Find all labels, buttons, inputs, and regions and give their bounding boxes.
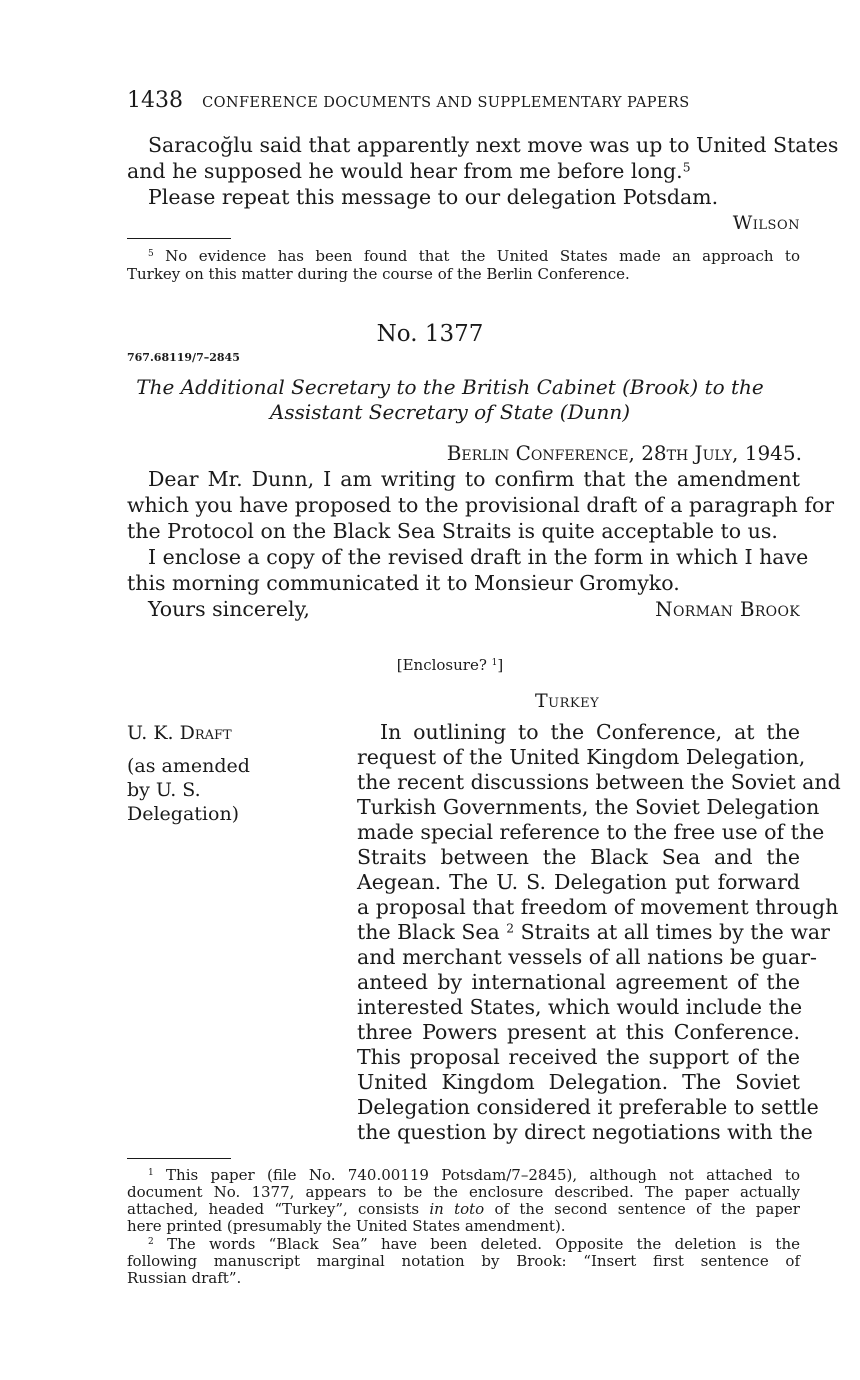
footnote-1-line-1: $^1$ This paper (file No. 740.00119 Potsdam/7–2845), although not attached to: [148, 1166, 800, 1184]
footnote-rule-top: [127, 238, 231, 239]
footnote-2-line-3: Russian draft”.: [127, 1269, 242, 1287]
enclosure-line: made special reference to the free use of the: [357, 820, 825, 844]
enclosure-line: Turkish Governments, the Soviet Delegation: [357, 795, 820, 819]
margin-note-line-1: (as amended: [127, 755, 250, 777]
letter-closing: Yours sincerely,: [148, 597, 310, 621]
enclosure-line: the question by direct negotiations with the: [357, 1120, 813, 1144]
letter-line-3: the Protocol on the Black Sea Straits is quite acceptable to us.: [127, 519, 778, 543]
prev-doc-line-2: and he supposed he would hear from me before long.$^5$: [127, 159, 691, 183]
letter-line-2: which you have proposed to the provisional draft of a paragraph for: [127, 493, 835, 517]
footnote-2-line-2: following manuscript marginal notation by Brook: “Insert first sentence of: [127, 1252, 800, 1270]
prev-doc-line-1: Saracoğlu said that apparently next move was up to United States: [148, 133, 839, 157]
enclosure-line: the recent discussions between the Soviet and: [357, 770, 841, 794]
prev-doc-line-3: Please repeat this message to our delegation Potsdam.: [148, 185, 719, 209]
footnote-5-line-1: $^5$ No evidence has been found that the United States made an approach to: [148, 247, 800, 265]
letter-signature: Norman Brook: [655, 597, 800, 621]
enclosure-heading: Turkey: [535, 690, 600, 712]
enclosure-label: [Enclosure? $^1$]: [396, 656, 504, 674]
footnote-1-line-2: document No. 1377, appears to be the enclosure described. The paper actually: [127, 1183, 800, 1201]
enclosure-line: United Kingdom Delegation. The Soviet: [357, 1070, 800, 1094]
enclosure-line: three Powers present at this Conference.: [357, 1020, 800, 1044]
document-title-line-2: Assistant Secretary of State (Dunn): [269, 400, 631, 424]
footnote-1-line-4: here printed (presumably the United States amendment).: [127, 1217, 566, 1235]
prev-doc-signature: Wilson: [732, 212, 800, 234]
running-title: CONFERENCE DOCUMENTS AND SUPPLEMENTARY PAPERS: [202, 95, 690, 111]
enclosure-line: Delegation considered it preferable to settle: [357, 1095, 819, 1119]
dateline: Berlin Conference, 28th July, 1945.: [446, 441, 802, 465]
file-reference: 767.68119/7–2845: [127, 351, 240, 364]
enclosure-line: anteed by international agreement of the: [357, 970, 800, 994]
enclosure-line: and merchant vessels of all nations be guar-: [357, 945, 817, 969]
footnote-2-line-1: $^2$ The words “Black Sea” have been deleted. Opposite the deletion is the: [148, 1235, 800, 1253]
footnote-ref-2: 2: [506, 921, 515, 936]
enclosure-line: This proposal received the support of the: [357, 1045, 800, 1069]
page-header: [127, 88, 807, 113]
margin-note-line-2: by U. S.: [127, 779, 201, 801]
enclosure-line: Straits between the Black Sea and the: [357, 845, 800, 869]
margin-label: U. K. Draft: [127, 722, 232, 744]
letter-line-4: I enclose a copy of the revised draft in the form in which I have: [148, 545, 809, 569]
enclosure-line: the Black Sea $^2$ Straits at all times by the war: [357, 920, 830, 944]
letter-line-1: Dear Mr. Dunn, I am writing to confirm that the amendment: [148, 467, 800, 491]
document-number: No. 1377: [376, 321, 484, 347]
enclosure-line: In outlining to the Conference, at the: [380, 720, 800, 744]
enclosure-line: request of the United Kingdom Delegation,: [357, 745, 806, 769]
letter-line-5: this morning communicated it to Monsieur Gromyko.: [127, 571, 680, 595]
page-number: 1438: [127, 88, 183, 113]
footnote-5-line-2: Turkey on this matter during the course of the Berlin Conference.: [127, 265, 630, 283]
enclosure-line: Aegean. The U. S. Delegation put forward: [357, 870, 800, 894]
enclosure-line: interested States, which would include the: [357, 995, 803, 1019]
footnote-rule-bottom: [127, 1158, 231, 1159]
enclosure-line: a proposal that freedom of movement through: [357, 895, 839, 919]
footnote-1-line-3: attached, headed “Turkey”, consists in toto of the second sentence of the paper: [127, 1200, 800, 1218]
footnote-ref-5: 5: [682, 160, 691, 175]
document-title-line-1: The Additional Secretary to the British Cabinet (Brook) to the: [136, 375, 764, 399]
margin-note-line-3: Delegation): [127, 803, 240, 825]
